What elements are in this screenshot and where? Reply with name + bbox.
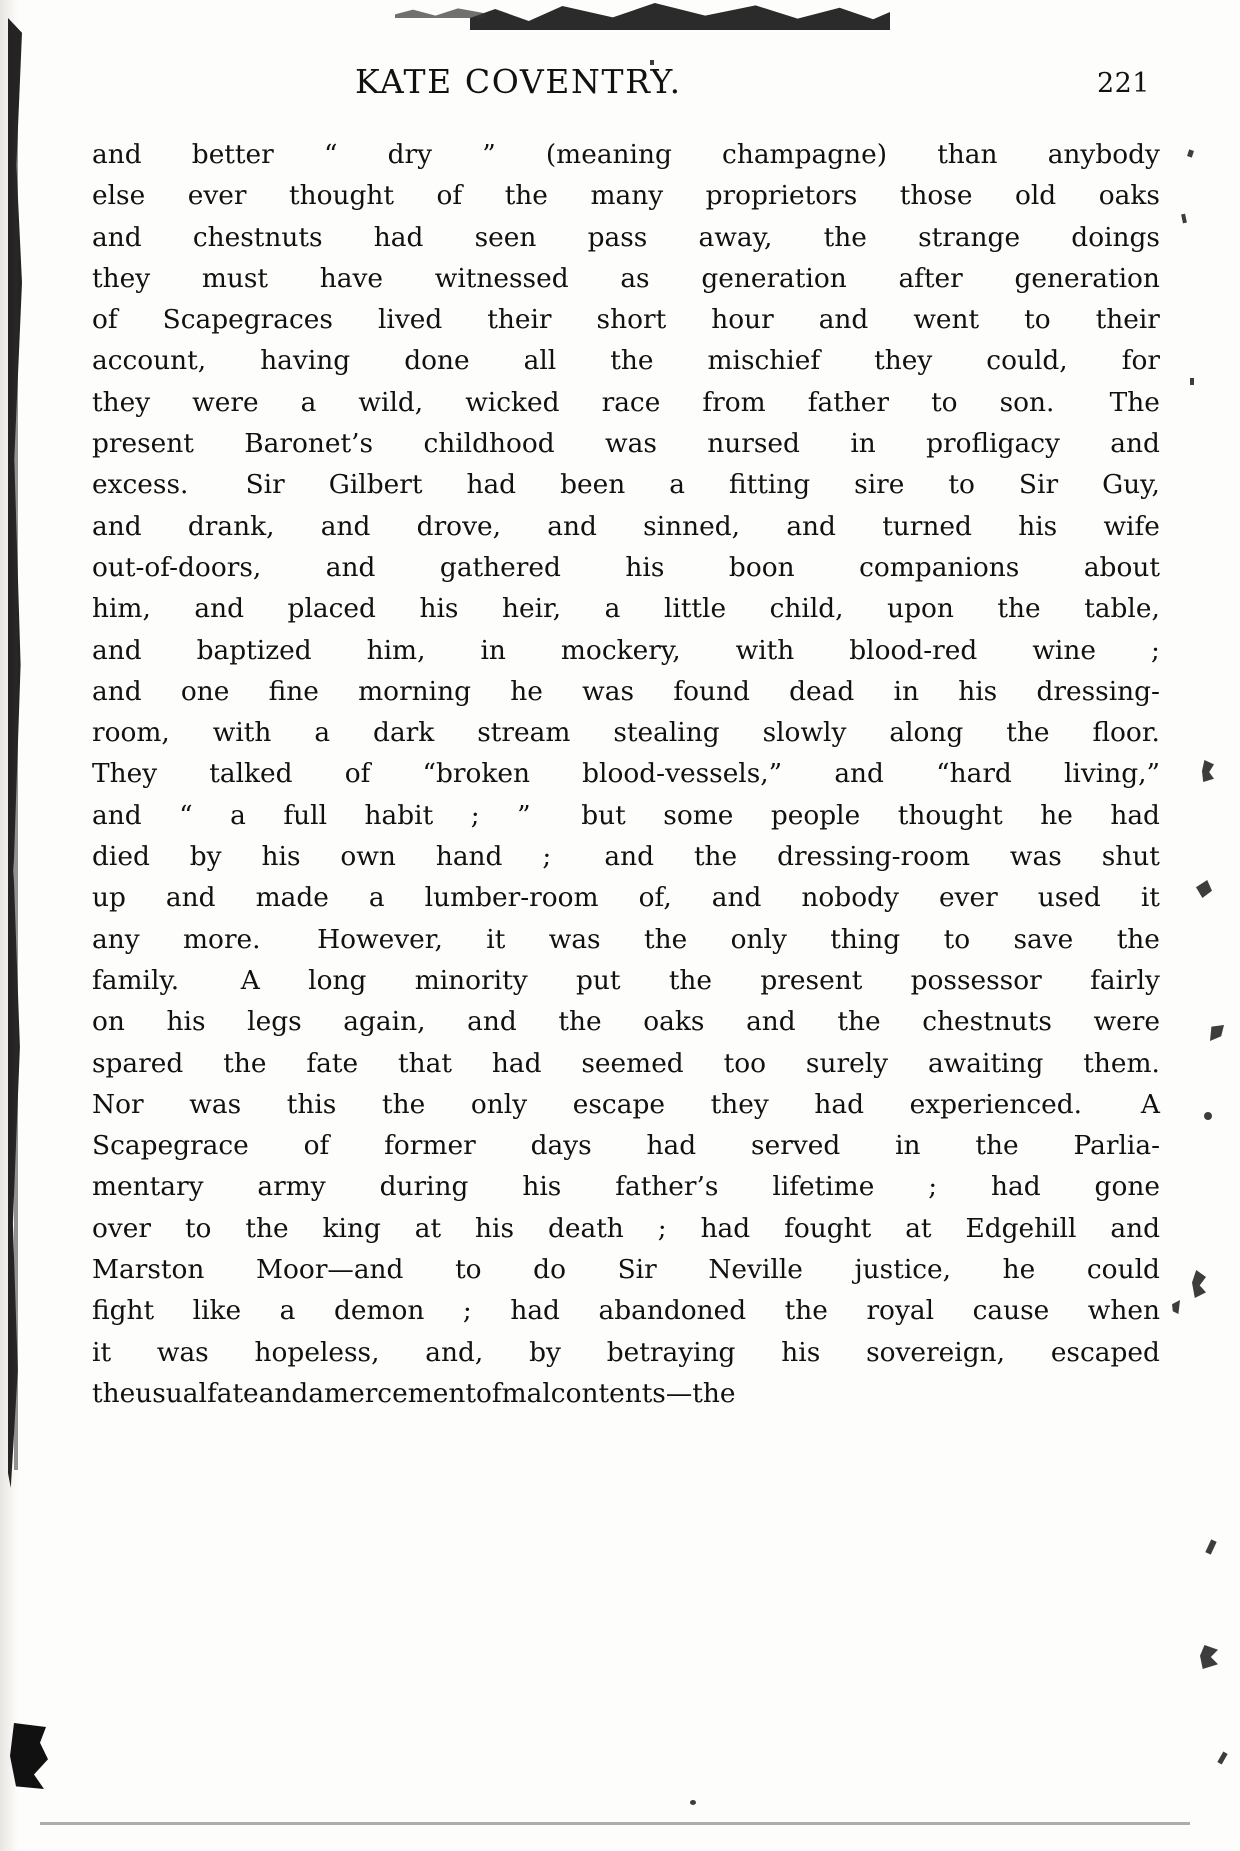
text-line: room, with a dark stream stealing slowly along the floor. — [92, 717, 1160, 749]
text-line: any more. However, it was the only thing to save the — [92, 923, 1160, 955]
text-line: mentary army during his father’s lifetime ; had gone — [92, 1171, 1160, 1203]
text-line: Nor was this the only escape they had experienced. A — [92, 1088, 1160, 1120]
text-line: out-of-doors, and gathered his boon companions about — [92, 551, 1160, 583]
text-line: account, having done all the mischief they could, for — [92, 345, 1160, 377]
running-header — [90, 62, 1150, 108]
text-line: and better “ dry ” (meaning champagne) than anybody — [92, 139, 1160, 170]
text-line: they were a wild, wicked race from father to son. The — [92, 386, 1160, 418]
text-line: it was hopeless, and, by betraying his sovereign, escaped — [92, 1336, 1160, 1368]
text-line: on his legs again, and the oaks and the chestnuts were — [92, 1006, 1160, 1038]
text-line: they must have witnessed as generation after generation — [92, 262, 1160, 294]
text-line: excess. Sir Gilbert had been a fitting sire to Sir Guy, — [92, 469, 1160, 501]
text-line: the usual fate and amercement of malcontents — the — [92, 1377, 736, 1409]
text-line: present Baronet’s childhood was nursed in profligacy and — [92, 428, 1160, 460]
text-line: family. A long minority put the present possessor fairly — [92, 964, 1160, 996]
text-line: him, and placed his heir, a little child, upon the table, — [92, 593, 1160, 625]
text-line: and one fine morning he was found dead in his dressing- — [92, 675, 1160, 707]
text-line: Scapegrace of former days had served in the Parlia- — [92, 1130, 1160, 1162]
text-line: fight like a demon ; had abandoned the royal cause when — [92, 1295, 1160, 1327]
text-line: Marston Moor—and to do Sir Neville justice, he could — [92, 1254, 1160, 1286]
page-number: 221 — [1096, 68, 1150, 99]
text-line: over to the king at his death ; had fought at Edgehill and — [92, 1212, 1160, 1244]
text-line: up and made a lumber-room of, and nobody ever used it — [92, 882, 1160, 914]
paragraph — [92, 134, 1160, 1414]
text-line: died by his own hand ; and the dressing-room was shut — [92, 841, 1160, 873]
running-head-title: KATE COVENTRY. — [355, 62, 682, 101]
text-line: else ever thought of the many proprietors those old oaks — [92, 180, 1160, 212]
text-line: and drank, and drove, and sinned, and turned his wife — [92, 510, 1160, 542]
text-line: of Scapegraces lived their short hour and went to their — [92, 304, 1160, 336]
text-line: and “ a full habit ; ” but some people thought he had — [92, 799, 1160, 831]
text-line: and chestnuts had seen pass away, the strange doings — [92, 221, 1160, 253]
text-line: They talked of “broken blood-vessels,” and “hard living,” — [92, 758, 1160, 790]
body-text — [92, 134, 1160, 1414]
text-line: and baptized him, in mockery, with blood-red wine ; — [92, 634, 1160, 666]
text-line: spared the fate that had seemed too surely awaiting them. — [92, 1047, 1160, 1079]
